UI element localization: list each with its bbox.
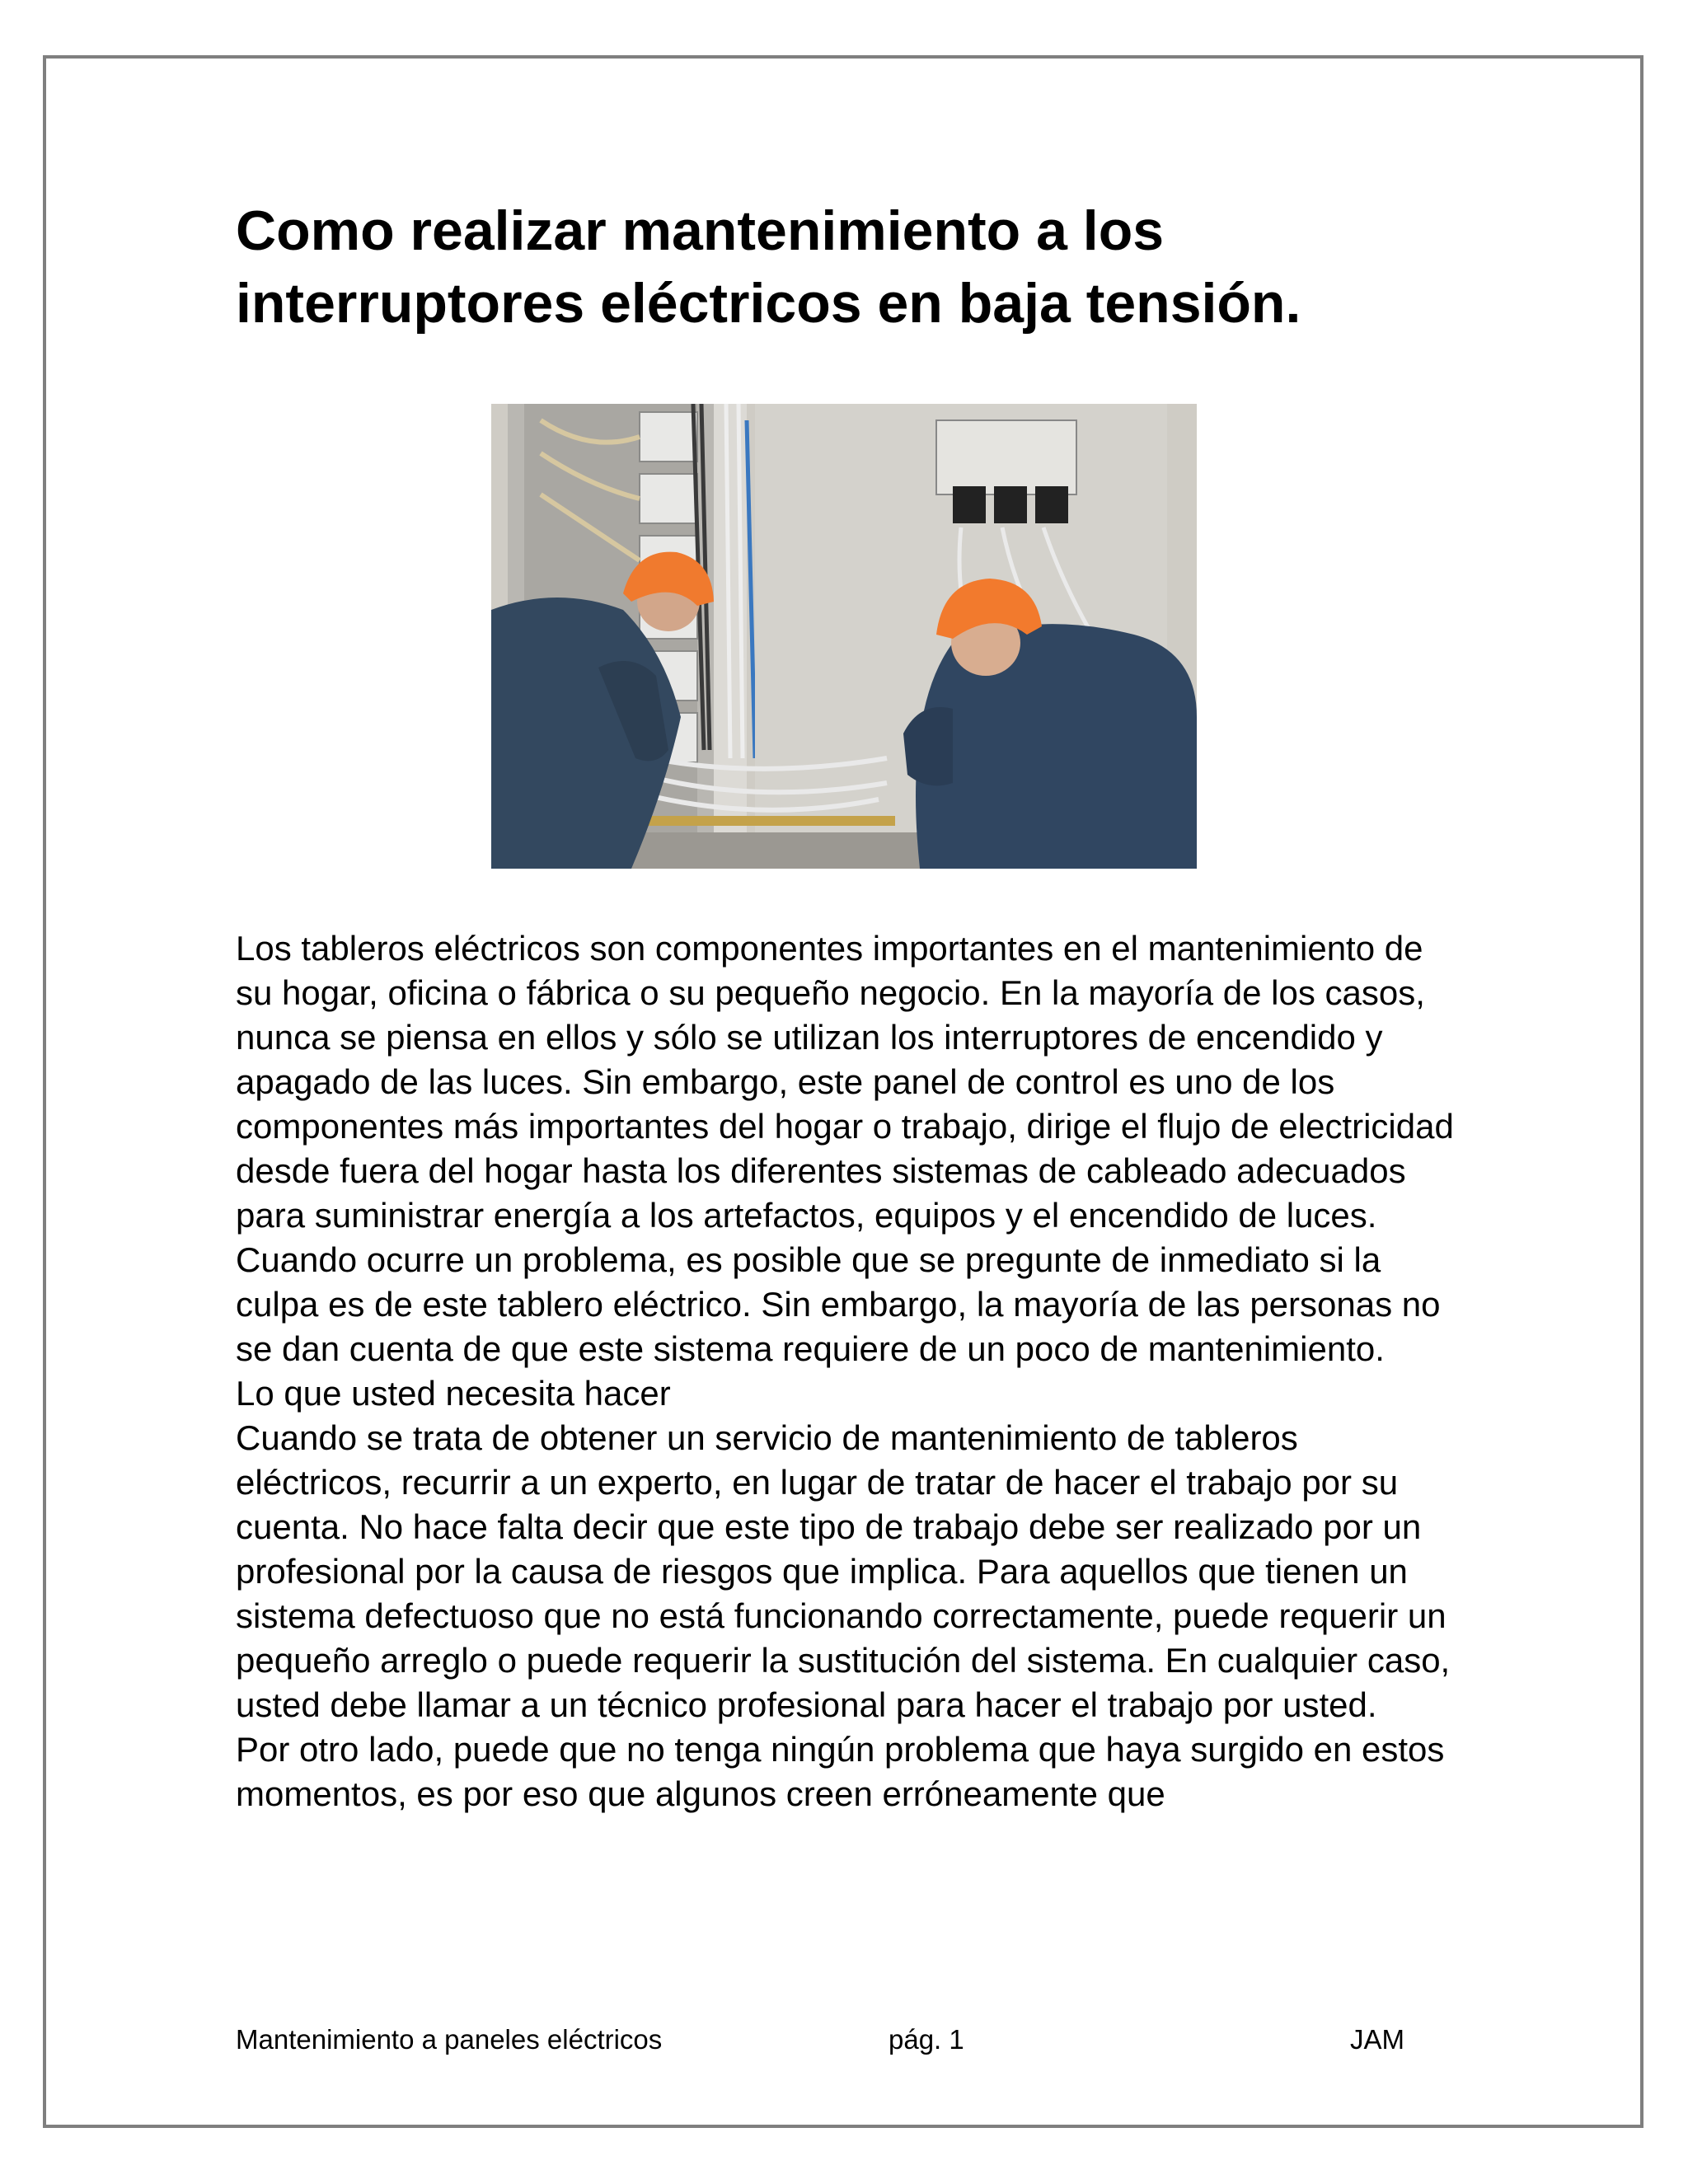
electricians-photo [491, 404, 1197, 869]
body-text [236, 926, 1456, 1816]
paragraph-otherwise: Por otro lado, puede que no tenga ningún problema que haya surgido en estos momentos, es por eso que algunos creen erróneamente que [236, 1730, 1445, 1813]
footer-title: Mantenimiento a paneles eléctricos [236, 2024, 663, 2055]
page-footer [236, 2024, 1447, 2065]
footer-page-number: pág. 1 [889, 2024, 964, 2055]
page-title: Como realizar mantenimiento a los interruptores eléctricos en baja tensión. [236, 199, 1301, 335]
paragraph-expert: Cuando se trata de obtener un servicio de mantenimiento de tableros eléctricos, recurrir a un experto, en lugar de tratar de hacer el trabajo por su cuenta. No hace falta decir que este tipo de trabajo debe ser realizado por un profesional por la causa de riesgos que implica. Para aquellos que tienen un sistema defectuoso que no está funcionando correctamente, puede requerir un pequeño arreglo o puede requerir la sustitución del sistema. En cualquier caso, usted debe llamar a un técnico profesional para hacer el trabajo por usted. [236, 1418, 1451, 1724]
footer-author: JAM [1350, 2024, 1404, 2055]
paragraph-intro: Los tableros eléctricos son componentes importantes en el mantenimiento de su hogar, oficina o fábrica o su pequeño negocio. En la mayoría de los casos, nunca se piensa en ellos y sólo se utilizan los interruptores de encendido y apagado de las luces. Sin embargo, este panel de control es uno de los componentes más importantes del hogar o trabajo, dirige el flujo de electricidad desde fuera del hogar hasta los diferentes sistemas de cableado adecuados para suministrar energía a los artefactos, equipos y el encendido de luces. Cuando ocurre un problema, es posible que se pregunte de inmediato si la culpa es de este tablero eléctrico. Sin embargo, la mayoría de las personas no se dan cuenta de que este sistema requiere de un poco de mantenimiento. [236, 929, 1454, 1368]
section-heading: Lo que usted necesita hacer [236, 1374, 671, 1413]
